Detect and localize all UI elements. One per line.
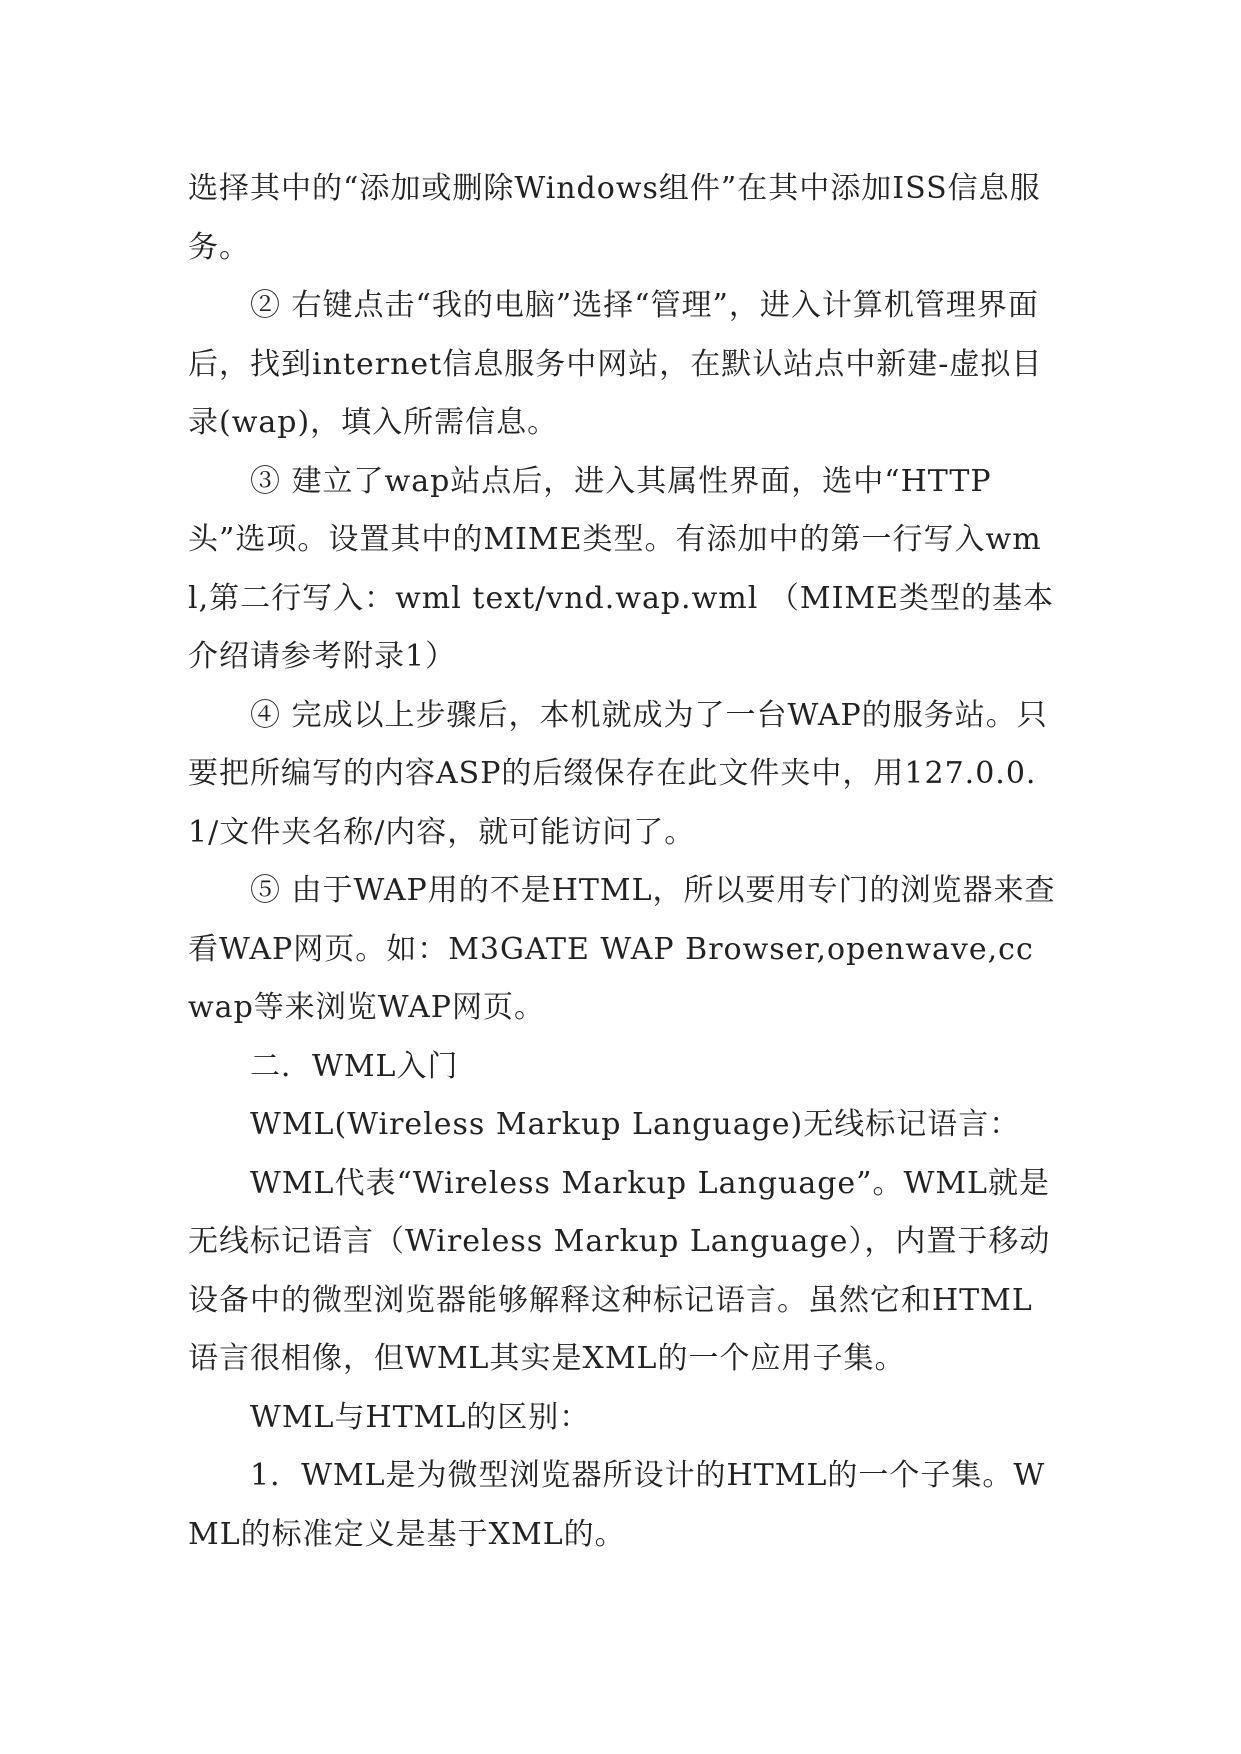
paragraph-wml-description: WML代表“Wireless Markup Language”。WML就是无线标记语言（Wireless Markup Language），内置于移动设备中的微型浏览器能够解释这种标记语言。虽然它和HTML语言很相像，但WML其实是XML的一个应用子集。 xyxy=(188,1165,1051,1376)
document-body xyxy=(188,160,1058,1564)
paragraph-wml-definition-title: WML(Wireless Markup Language)无线标记语言： xyxy=(250,1107,1021,1142)
paragraph-step-4: ④ 完成以上步骤后，本机就成为了一台WAP的服务站。只要把所编写的内容ASP的后缀保存在此文件夹中，用127.0.0.1/文件夹名称/内容，就可能访问了。 xyxy=(188,697,1048,850)
paragraph-difference-1: 1．WML是为微型浏览器所设计的HTML的一个子集。WML的标准定义是基于XML的。 xyxy=(188,1458,1046,1552)
paragraph-wml-html-difference-title: WML与HTML的区别： xyxy=(250,1399,591,1435)
paragraph-step-2: ② 右键点击“我的电脑”选择“管理”，进入计算机管理界面后，找到internet信息服务中网站，在默认站点中新建-虚拟目录(wap)，填入所需信息。 xyxy=(188,288,1043,440)
section-heading-wml-intro: 二．WML入门 xyxy=(250,1048,459,1084)
paragraph-step-3: ③ 建立了wap站点后，进入其属性界面，选中“HTTP头”选项。设置其中的MIME类型。有添加中的第一行写入wml,第二行写入：wml text/vnd.wap.wml （MIME类型的基本介绍请参考附录1） xyxy=(188,463,1055,674)
paragraph-iss-install: 选择其中的“添加或删除Windows组件”在其中添加ISS信息服务。 xyxy=(188,171,1041,265)
paragraph-step-5: ⑤ 由于WAP用的不是HTML，所以要用专门的浏览器来查看WAP网页。如：M3GATE WAP Browser,openwave,ccwap等来浏览WAP网页。 xyxy=(188,873,1056,1025)
